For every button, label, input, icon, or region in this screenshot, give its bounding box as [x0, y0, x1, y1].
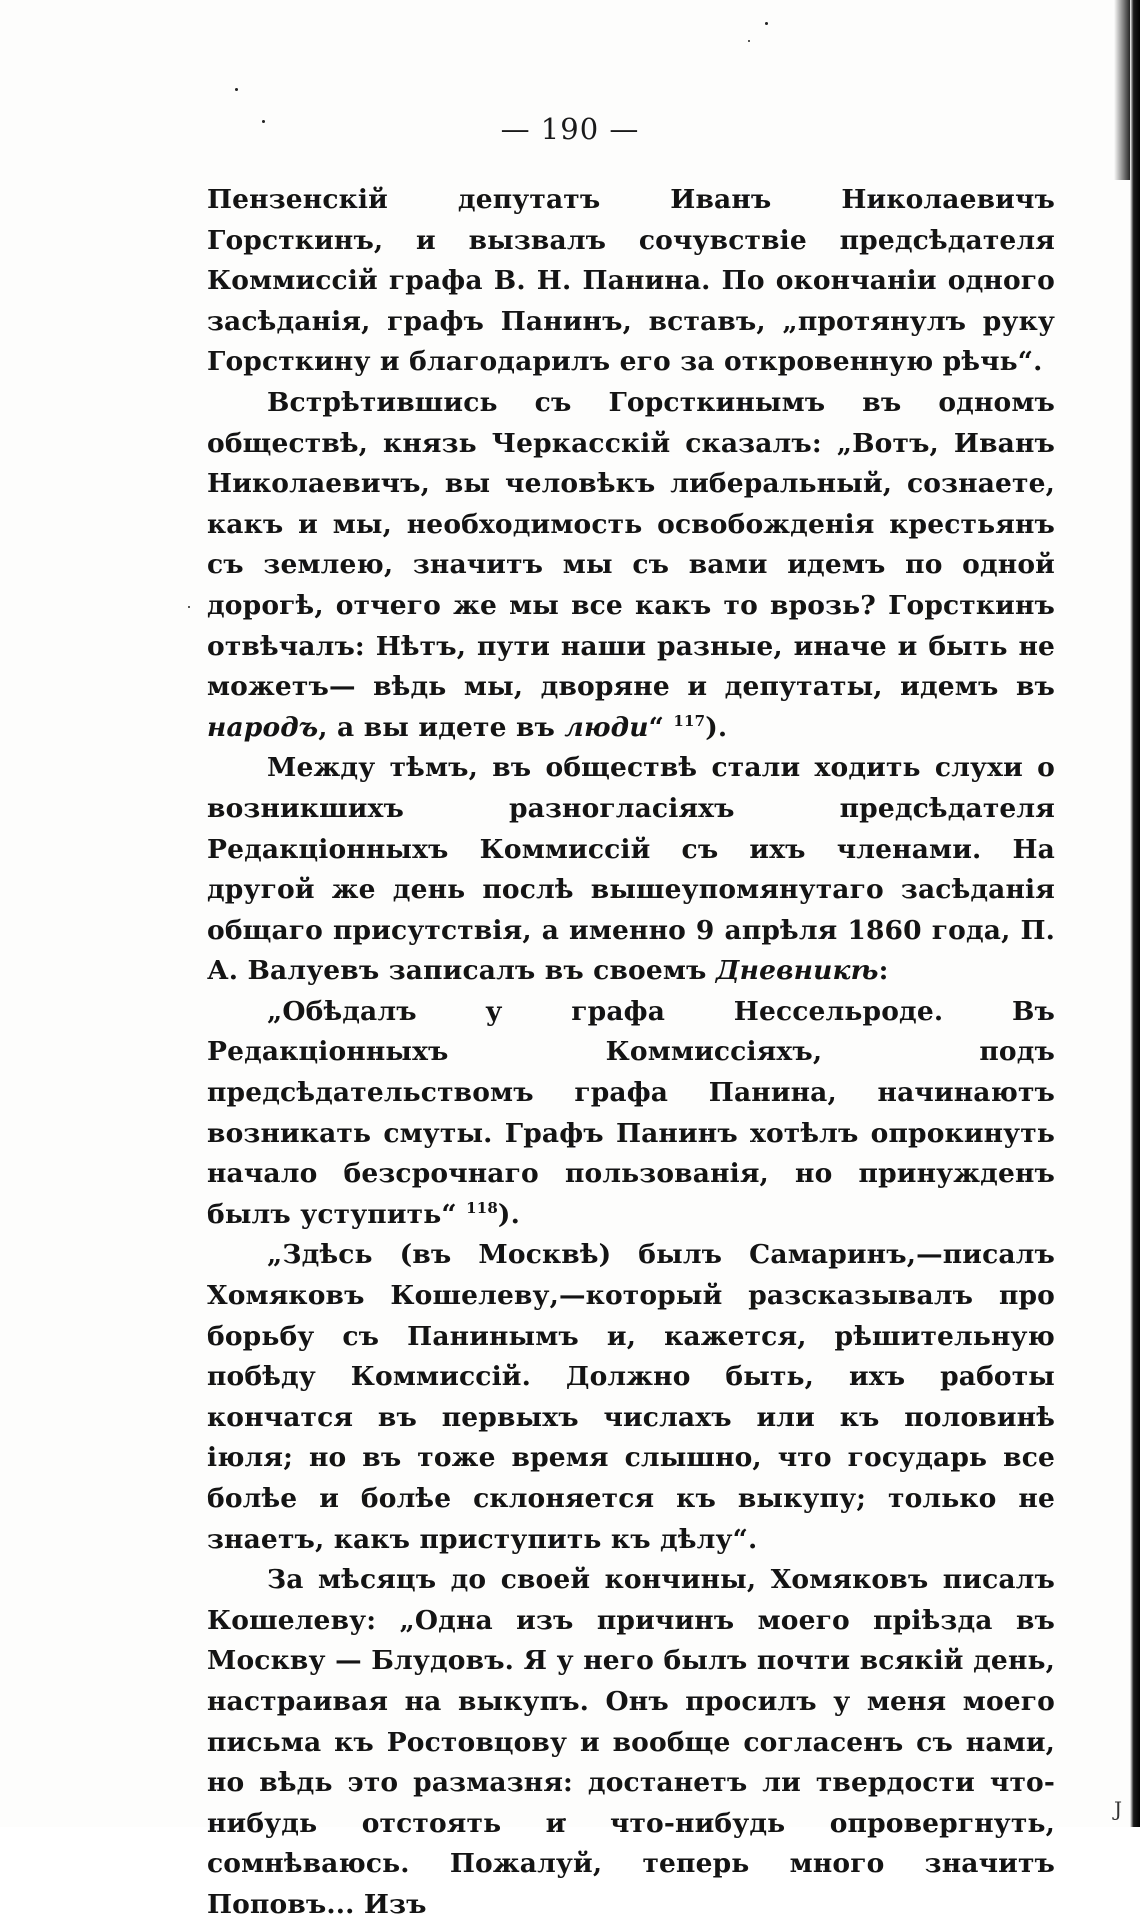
- paragraph-p4: [207, 992, 1055, 1236]
- italic-text: люди: [564, 711, 649, 743]
- page-corner-mark: J: [1113, 1797, 1122, 1821]
- scan-binding-edge: [1130, 0, 1140, 1827]
- text-segment: :: [878, 955, 889, 987]
- italic-text: народъ: [207, 711, 319, 743]
- text-segment: Встрѣтившись съ Горсткинымъ въ одномъ обществѣ, князь Черкасскій сказалъ: „Вотъ, Иванъ Николаевичъ, вы человѣкъ либеральный, сознаете, какъ и мы, необходимость освобожденія крестьянъ съ землею, значитъ мы съ вами идемъ по одной дорогѣ, отчего же мы все какъ то врозь? Горсткинъ отвѣчалъ: Нѣтъ, пути наши разные, иначе и быть не можетъ— вѣдь мы, дворяне и депутаты, идемъ въ: [207, 386, 1055, 703]
- scan-speck: [235, 88, 238, 91]
- scan-binding-shadow: [1114, 0, 1130, 180]
- paragraph-p5: [207, 1235, 1055, 1560]
- text-segment: “: [648, 711, 674, 743]
- scan-speck: [765, 22, 768, 25]
- paragraph-p6: [207, 1560, 1055, 1925]
- page-number: — 190 —: [500, 112, 640, 146]
- text-segment: „Обѣдалъ у графа Нессельроде. Въ Редакціонныхъ Коммиссіяхъ, подъ предсѣдательствомъ графа Панина, начинаютъ возникать смуты. Графъ Панинъ хотѣлъ опрокинуть начало безсрочнаго пользованія, но принужденъ былъ уступить“: [207, 995, 1055, 1230]
- text-segment: , а вы идете въ: [318, 711, 565, 743]
- text-segment: „Здѣсь (въ Москвѣ) былъ Самаринъ,—писалъ Хомяковъ Кошелеву,—который разсказывалъ про борьбу съ Панинымъ и, кажется, рѣшительную побѣду Коммиссій. Должно быть, ихъ работы кончатся въ первыхъ числахъ или къ половинѣ іюля; но въ тоже время слышно, что государь все болѣе и болѣе склоняется къ выкупу; только не знаетъ, какъ приступить къ дѣлу“.: [207, 1239, 1055, 1555]
- text-segment: Пензенскій депутатъ Иванъ Николаевичъ Горсткинъ, и вызвалъ сочувствіе предсѣдателя Коммиссій графа В. Н. Панина. По окончаніи одного засѣданія, графъ Панинъ, вставъ, „протянулъ руку Горсткину и благодарилъ его за откровенную рѣчь“.: [207, 184, 1055, 378]
- paragraph-p1: [207, 180, 1055, 383]
- text-segment: Между тѣмъ, въ обществѣ стали ходить слухи о возникшихъ разногласіяхъ предсѣдателя Редакціонныхъ Коммиссій съ ихъ членами. На другой же день послѣ вышеупомянутаго засѣданія общаго присутствія, а именно 9 апрѣля 1860 года, П. А. Валуевъ записалъ въ своемъ: [207, 752, 1055, 987]
- footnote-ref: 117: [673, 711, 706, 730]
- body-text: [207, 180, 1055, 1926]
- scan-speck: [748, 40, 750, 42]
- italic-text: Дневникѣ: [715, 955, 879, 987]
- paragraph-p2: [207, 383, 1055, 748]
- footnote-ref: 118: [466, 1199, 498, 1218]
- text-segment: ).: [497, 1198, 520, 1230]
- text-segment: За мѣсяцъ до своей кончины, Хомяковъ писалъ Кошелеву: „Одна изъ причинъ моего пріѣзда въ Москву — Блудовъ. Я у него былъ почти всякій день, настраивая на выкупъ. Онъ просилъ у меня моего письма къ Ростовцову и вообще согласенъ съ нами, но вѣдь это размазня: достанетъ ли твердости что-нибудь отстоять и что-нибудь опровергнуть, сомнѣваюсь. Пожалуй, теперь много значитъ Поповъ... Изъ: [207, 1564, 1055, 1920]
- text-segment: ).: [705, 711, 728, 743]
- paragraph-p3: [207, 748, 1055, 992]
- scan-speck: [188, 606, 190, 608]
